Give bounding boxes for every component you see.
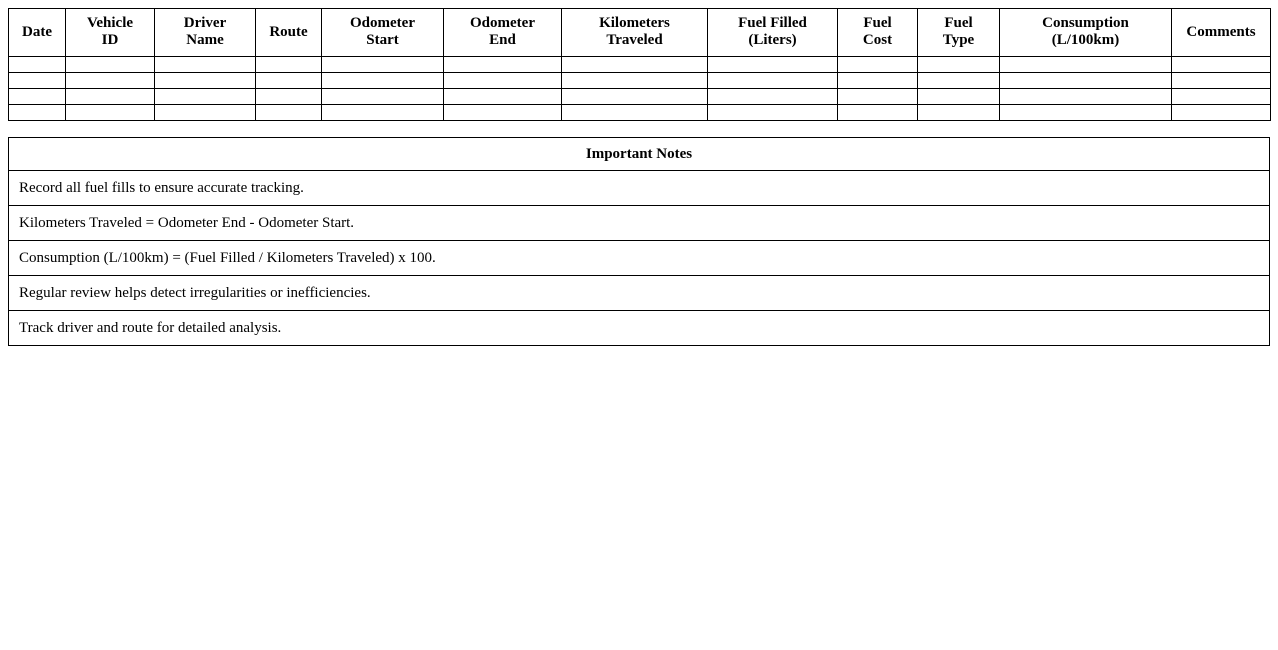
cell-consumption[interactable] [1000,104,1172,120]
cell-odometer-start[interactable] [322,72,444,88]
note-text: Consumption (L/100km) = (Fuel Filled / Kilometers Traveled) x 100. [9,240,1270,275]
cell-fuel-type[interactable] [918,72,1000,88]
column-header-odometer-end [444,9,562,57]
column-header-fuel-type-line-2: Type [942,32,975,49]
column-header-fuel-filled-line-2: (Liters) [748,32,797,49]
column-header-odometer-end-line-1: Odometer [470,15,535,31]
column-header-route [256,9,322,57]
cell-kilometers-traveled[interactable] [562,88,708,104]
column-header-date [9,9,66,57]
column-header-fuel-type [918,9,1000,57]
cell-date[interactable] [9,72,66,88]
cell-odometer-start[interactable] [322,56,444,72]
table-row[interactable] [9,88,1271,104]
note-text: Kilometers Traveled = Odometer End - Odometer Start. [9,205,1270,240]
column-header-odometer-start [322,9,444,57]
column-header-driver-name-line-1: Driver [183,15,227,31]
column-header-fuel-cost [838,9,918,57]
column-header-date-line-1: Date [22,23,52,40]
cell-fuel-type[interactable] [918,88,1000,104]
table-row[interactable] [9,56,1271,72]
column-header-comments-line-1: Comments [1186,23,1256,40]
cell-route[interactable] [256,56,322,72]
column-header-odometer-end-line-2: End [489,32,516,49]
column-header-kilometers-traveled-line-2: Traveled [606,32,663,49]
cell-kilometers-traveled[interactable] [562,56,708,72]
cell-fuel-filled[interactable] [708,56,838,72]
cell-vehicle-id[interactable] [66,88,155,104]
list-item [9,170,1270,205]
column-header-fuel-cost-line-2: Cost [862,32,893,49]
list-item [9,310,1270,345]
column-header-odometer-start-line-1: Odometer [350,15,415,31]
cell-odometer-end[interactable] [444,88,562,104]
cell-kilometers-traveled[interactable] [562,72,708,88]
column-header-vehicle-id [66,9,155,57]
cell-comments[interactable] [1172,104,1271,120]
column-header-vehicle-id-line-2: ID [101,32,119,49]
column-header-fuel-type-line-1: Fuel [944,15,973,31]
list-item [9,240,1270,275]
cell-route[interactable] [256,72,322,88]
note-text: Regular review helps detect irregularities or inefficiencies. [9,275,1270,310]
cell-driver-name[interactable] [155,88,256,104]
cell-fuel-type[interactable] [918,56,1000,72]
important-notes-table [8,137,1270,346]
list-item [9,275,1270,310]
cell-odometer-start[interactable] [322,104,444,120]
cell-odometer-end[interactable] [444,72,562,88]
important-notes-header [9,137,1270,170]
column-header-vehicle-id-line-1: Vehicle [86,15,134,31]
table-row[interactable] [9,72,1271,88]
column-header-consumption-line-2: (L/100km) [1051,32,1120,49]
cell-driver-name[interactable] [155,104,256,120]
column-header-kilometers-traveled [562,9,708,57]
cell-consumption[interactable] [1000,88,1172,104]
cell-driver-name[interactable] [155,56,256,72]
cell-consumption[interactable] [1000,56,1172,72]
cell-comments[interactable] [1172,56,1271,72]
cell-fuel-cost[interactable] [838,88,918,104]
column-header-driver-name [155,9,256,57]
cell-odometer-end[interactable] [444,104,562,120]
cell-route[interactable] [256,104,322,120]
column-header-consumption [1000,9,1172,57]
cell-odometer-end[interactable] [444,56,562,72]
important-notes-header-row [9,137,1270,170]
column-header-kilometers-traveled-line-1: Kilometers [599,15,670,31]
column-header-consumption-line-1: Consumption [1042,15,1129,31]
important-notes-title: Important Notes [9,137,1270,170]
fuel-log-header [9,9,1271,57]
cell-route[interactable] [256,88,322,104]
fuel-log-body [9,56,1271,120]
cell-comments[interactable] [1172,88,1271,104]
note-text: Track driver and route for detailed analysis. [9,310,1270,345]
important-notes-body [9,170,1270,345]
cell-kilometers-traveled[interactable] [562,104,708,120]
column-header-fuel-filled [708,9,838,57]
column-header-odometer-start-line-2: Start [366,32,399,49]
column-header-driver-name-line-2: Name [186,32,224,49]
list-item [9,205,1270,240]
cell-fuel-filled[interactable] [708,72,838,88]
column-header-route-line-1: Route [269,23,308,40]
fuel-log-header-row [9,9,1271,57]
cell-fuel-cost[interactable] [838,104,918,120]
cell-vehicle-id[interactable] [66,72,155,88]
cell-date[interactable] [9,104,66,120]
cell-vehicle-id[interactable] [66,104,155,120]
cell-comments[interactable] [1172,72,1271,88]
cell-fuel-cost[interactable] [838,72,918,88]
cell-fuel-type[interactable] [918,104,1000,120]
cell-date[interactable] [9,56,66,72]
cell-fuel-filled[interactable] [708,104,838,120]
cell-fuel-filled[interactable] [708,88,838,104]
column-header-fuel-filled-line-1: Fuel Filled [738,15,807,31]
cell-date[interactable] [9,88,66,104]
cell-consumption[interactable] [1000,72,1172,88]
fuel-log-table [8,8,1271,121]
table-row[interactable] [9,104,1271,120]
note-text: Record all fuel fills to ensure accurate tracking. [9,170,1270,205]
cell-driver-name[interactable] [155,72,256,88]
cell-fuel-cost[interactable] [838,56,918,72]
column-header-comments [1172,9,1271,57]
column-header-fuel-cost-line-1: Fuel [863,15,892,31]
cell-odometer-start[interactable] [322,88,444,104]
cell-vehicle-id[interactable] [66,56,155,72]
